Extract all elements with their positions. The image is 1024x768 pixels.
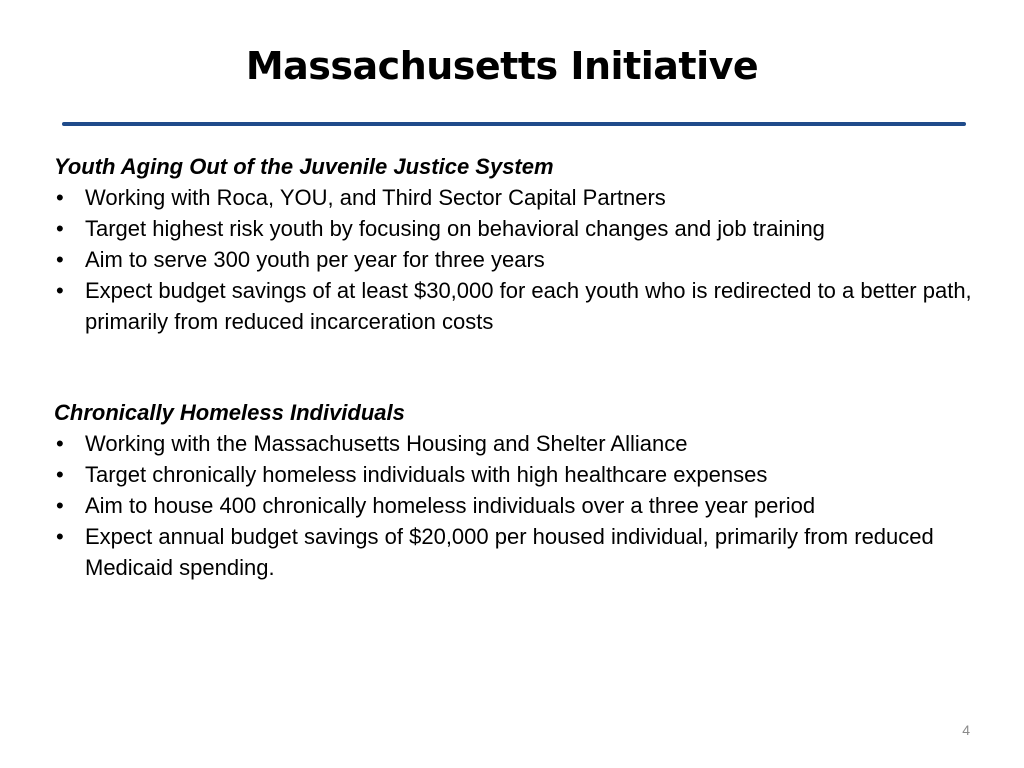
bullet-text: Expect budget savings of at least $30,000 for each youth who is redirected to a better path, primarily from reduced incarceration costs — [85, 278, 972, 334]
bullet-item — [54, 428, 994, 459]
bullet-item — [54, 521, 994, 583]
bullet-text: Working with the Massachusetts Housing and Shelter Alliance — [85, 431, 688, 456]
bullet-item — [54, 244, 994, 275]
bullet-icon: • — [56, 278, 64, 303]
bullet-text: Working with Roca, YOU, and Third Sector Capital Partners — [85, 185, 666, 210]
section-heading: Chronically Homeless Individuals — [54, 400, 405, 425]
bullet-icon: • — [56, 216, 64, 241]
bullet-icon: • — [56, 462, 64, 487]
bullet-item — [54, 182, 994, 213]
bullet-text: Target highest risk youth by focusing on behavioral changes and job training — [85, 216, 825, 241]
bullet-icon: • — [56, 524, 64, 549]
bullet-icon: • — [56, 185, 64, 210]
bullet-icon: • — [56, 493, 64, 518]
bullet-text: Expect annual budget savings of $20,000 per housed individual, primarily from reduced Medicaid spending. — [85, 524, 934, 580]
bullet-item — [54, 213, 994, 244]
bullet-item — [54, 275, 994, 337]
slide-title: Massachusetts Initiative — [245, 44, 759, 88]
bullet-item — [54, 459, 994, 490]
bullet-icon: • — [56, 431, 64, 456]
bullet-text: Aim to serve 300 youth per year for three years — [85, 247, 545, 272]
bullet-icon: • — [56, 247, 64, 272]
section-heading: Youth Aging Out of the Juvenile Justice System — [54, 154, 554, 179]
bullet-list — [54, 182, 994, 337]
page-number: 4 — [962, 722, 970, 738]
section-youth-juvenile-justice — [54, 151, 994, 337]
bullet-item — [54, 490, 994, 521]
bullet-text: Aim to house 400 chronically homeless individuals over a three year period — [85, 493, 816, 518]
bullet-text: Target chronically homeless individuals with high healthcare expenses — [85, 462, 768, 487]
section-chronically-homeless — [54, 397, 994, 583]
title-divider — [62, 122, 966, 126]
bullet-list — [54, 428, 994, 583]
